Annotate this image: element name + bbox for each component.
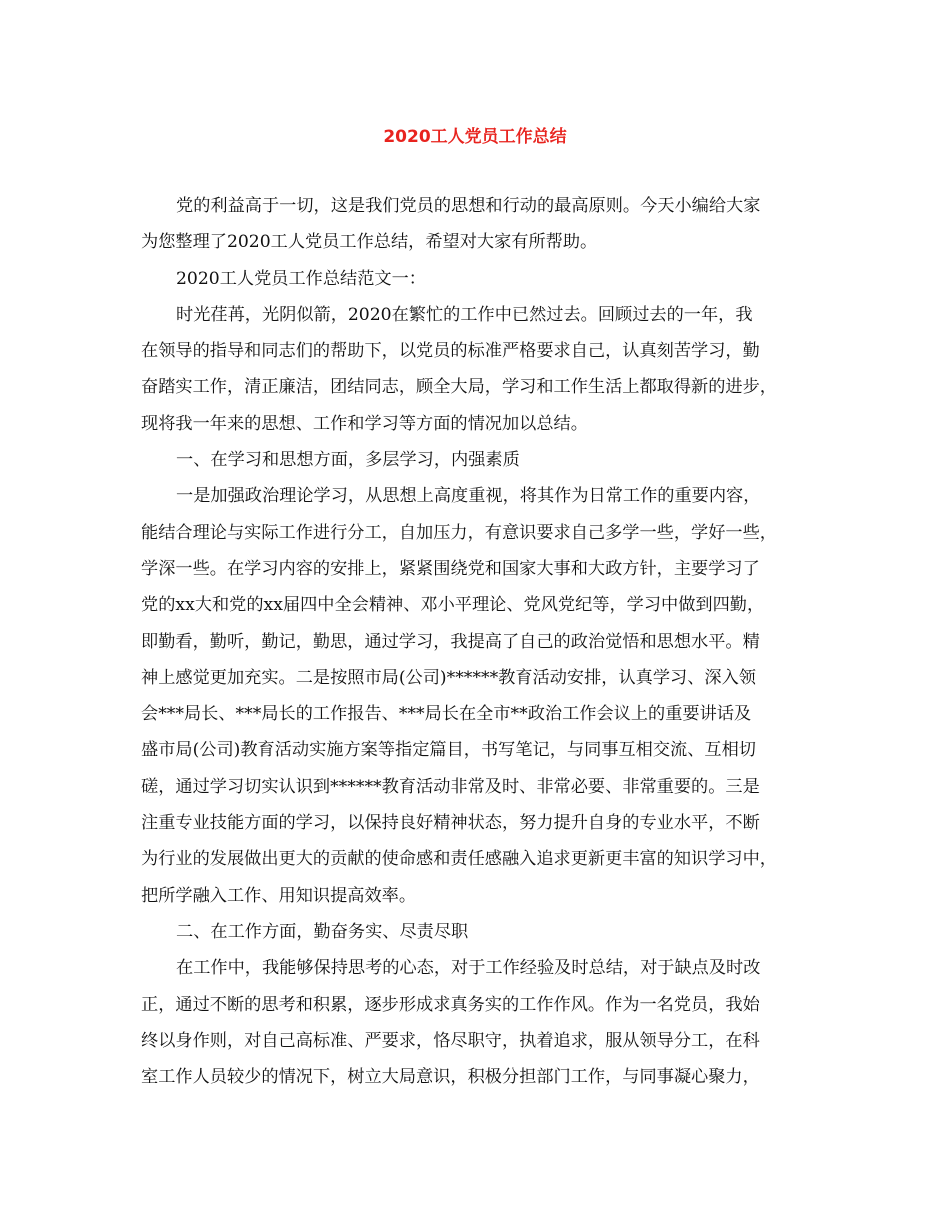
body-line: 盛市局(公司)教育活动实施方案等指定篇目，书写笔记，与同事互相交流、互相切	[141, 740, 756, 761]
body-line: 把所学融入工作、用知识提高效率。	[141, 885, 417, 906]
document-body	[141, 188, 813, 1095]
body-line: 磋，通过学习切实认识到******教育活动非常及时、非常必要、非常重要的。三是	[141, 776, 760, 797]
document-title: 2020工人党员工作总结	[383, 127, 567, 147]
body-line: 现将我一年来的思想、工作和学习等方面的情况加以总结。	[141, 413, 588, 434]
body-line: 二、在工作方面，勤奋务实、尽责尽职	[176, 921, 469, 942]
body-line: 一、在学习和思想方面，多层学习，内强素质	[176, 450, 520, 471]
body-line: 党的利益高于一切，这是我们党员的思想和行动的最高原则。今天小编给大家	[176, 196, 761, 216]
body-line: 学深一些。在学习内容的安排上，紧紧围绕党和国家大事和大政方针，主要学习了	[141, 558, 760, 579]
body-line: 奋踏实工作，清正廉洁，团结同志，顾全大局，学习和工作生活上都取得新的进步，	[141, 377, 777, 398]
body-line: 即勤看，勤听，勤记，勤思，通过学习，我提高了自己的政治觉悟和思想水平。精	[141, 631, 760, 652]
body-line: 正，通过不断的思考和积累，逐步形成求真务实的工作作风。作为一名党员，我始	[141, 994, 760, 1015]
body-line: 2020工人党员工作总结范文一：	[176, 268, 426, 289]
body-line: 神上感觉更加充实。二是按照市局(公司)******教育活动安排，认真学习、深入领	[141, 667, 756, 688]
body-line: 注重专业技能方面的学习，以保持良好精神状态，努力提升自身的专业水平，不断	[141, 813, 760, 834]
body-line: 党的xx大和党的xx届四中全会精神、邓小平理论、党风党纪等，学习中做到四勤，	[141, 595, 765, 616]
body-line: 室工作人员较少的情况下，树立大局意识，积极分担部门工作，与同事凝心聚力，	[141, 1067, 760, 1088]
body-line: 为行业的发展做出更大的贡献的使命感和责任感融入追求更新更丰富的知识学习中，	[141, 849, 777, 870]
body-line: 在领导的指导和同志们的帮助下，以党员的标准严格要求自己，认真刻苦学习，勤	[141, 341, 760, 362]
body-line: 一是加强政治理论学习，从思想上高度重视，将其作为日常工作的重要内容，	[176, 486, 761, 507]
body-line: 能结合理论与实际工作进行分工，自加压力，有意识要求自己多学一些，学好一些，	[141, 522, 777, 543]
body-line: 为您整理了2020工人党员工作总结，希望对大家有所帮助。	[141, 232, 598, 253]
body-line: 会***局长、***局长的工作报告、***局长在全市**政治工作会议上的重要讲话及	[141, 704, 752, 725]
body-line: 终以身作则，对自己高标准、严要求，恪尽职守，执着追求，服从领导分工，在科	[141, 1030, 760, 1051]
body-line: 在工作中，我能够保持思考的心态，对于工作经验及时总结，对于缺点及时改	[176, 958, 761, 979]
body-line: 时光荏苒，光阴似箭，2020在繁忙的工作中已然过去。回顾过去的一年，我	[176, 304, 753, 325]
